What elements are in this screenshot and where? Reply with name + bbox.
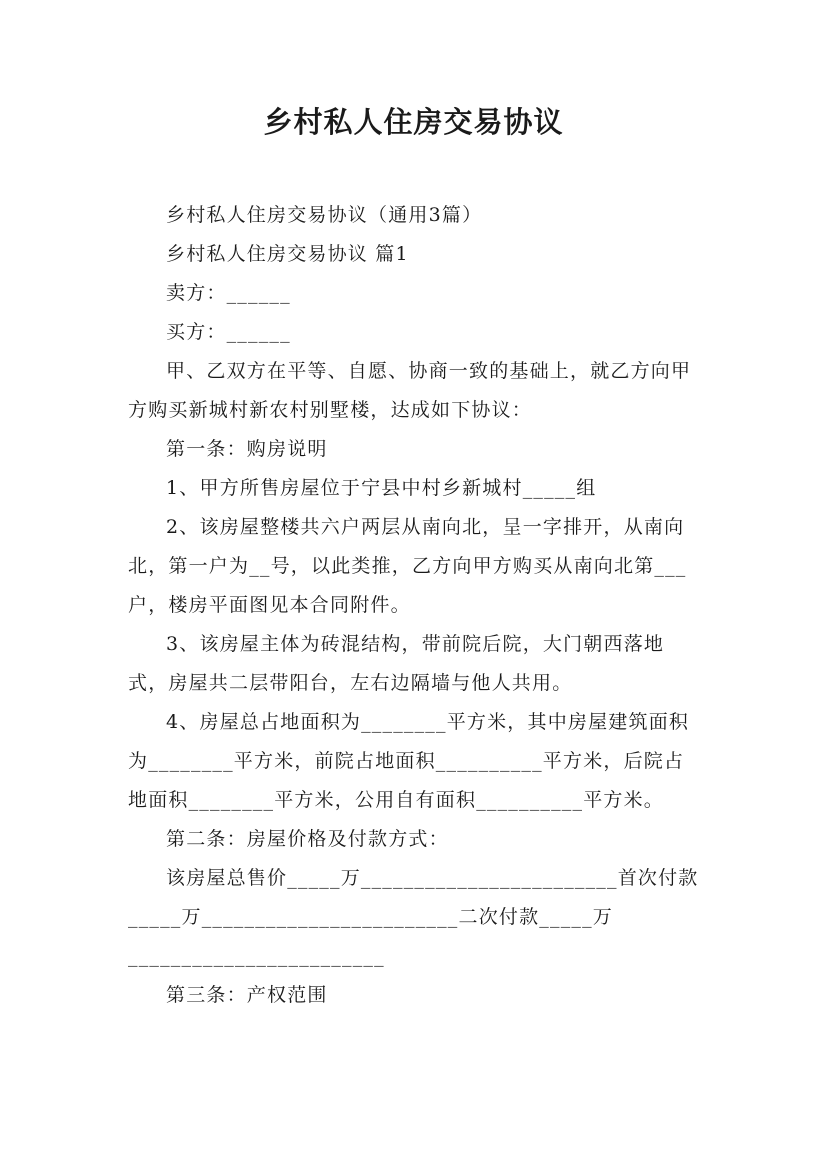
paragraph: 乡村私人住房交易协议（通用3篇） [166, 204, 483, 226]
paragraph: 甲、乙双方在平等、自愿、协商一致的基础上，就乙方向甲方购买新城村新农村别墅楼，达成如下协议： [128, 360, 692, 421]
paragraph: 该房屋总售价_____万________________________首次付款_____万________________________二次付款_____万________________________ [128, 867, 699, 967]
paragraph: 第三条：产权范围 [166, 984, 328, 1006]
paragraph: 乡村私人住房交易协议 篇1 [166, 243, 409, 265]
paragraph: 第二条：房屋价格及付款方式： [166, 828, 449, 850]
paragraph: 1、甲方所售房屋位于宁县中村乡新城村_____组 [166, 477, 597, 499]
paragraph: 4、房屋总占地面积为________平方米，其中房屋建筑面积为________平方米，前院占地面积__________平方米，后院占地面积________平方米，公用自有面积__________平方米。 [128, 711, 690, 811]
paragraph: 第一条：购房说明 [166, 438, 328, 460]
paragraph: 3、该房屋主体为砖混结构，带前院后院，大门朝西落地式，房屋共二层带阳台，左右边隔墙与他人共用。 [128, 633, 665, 694]
paragraph: 买方：______ [166, 321, 291, 343]
paragraph: 2、该房屋整楼共六户两层从南向北，呈一字排开，从南向北，第一户为__号，以此类推，乙方向甲方购买从南向北第___户，楼房平面图见本合同附件。 [128, 516, 687, 616]
paragraph: 卖方：______ [166, 282, 291, 304]
document-body [128, 196, 700, 1015]
document-title: 乡村私人住房交易协议 [263, 105, 564, 139]
